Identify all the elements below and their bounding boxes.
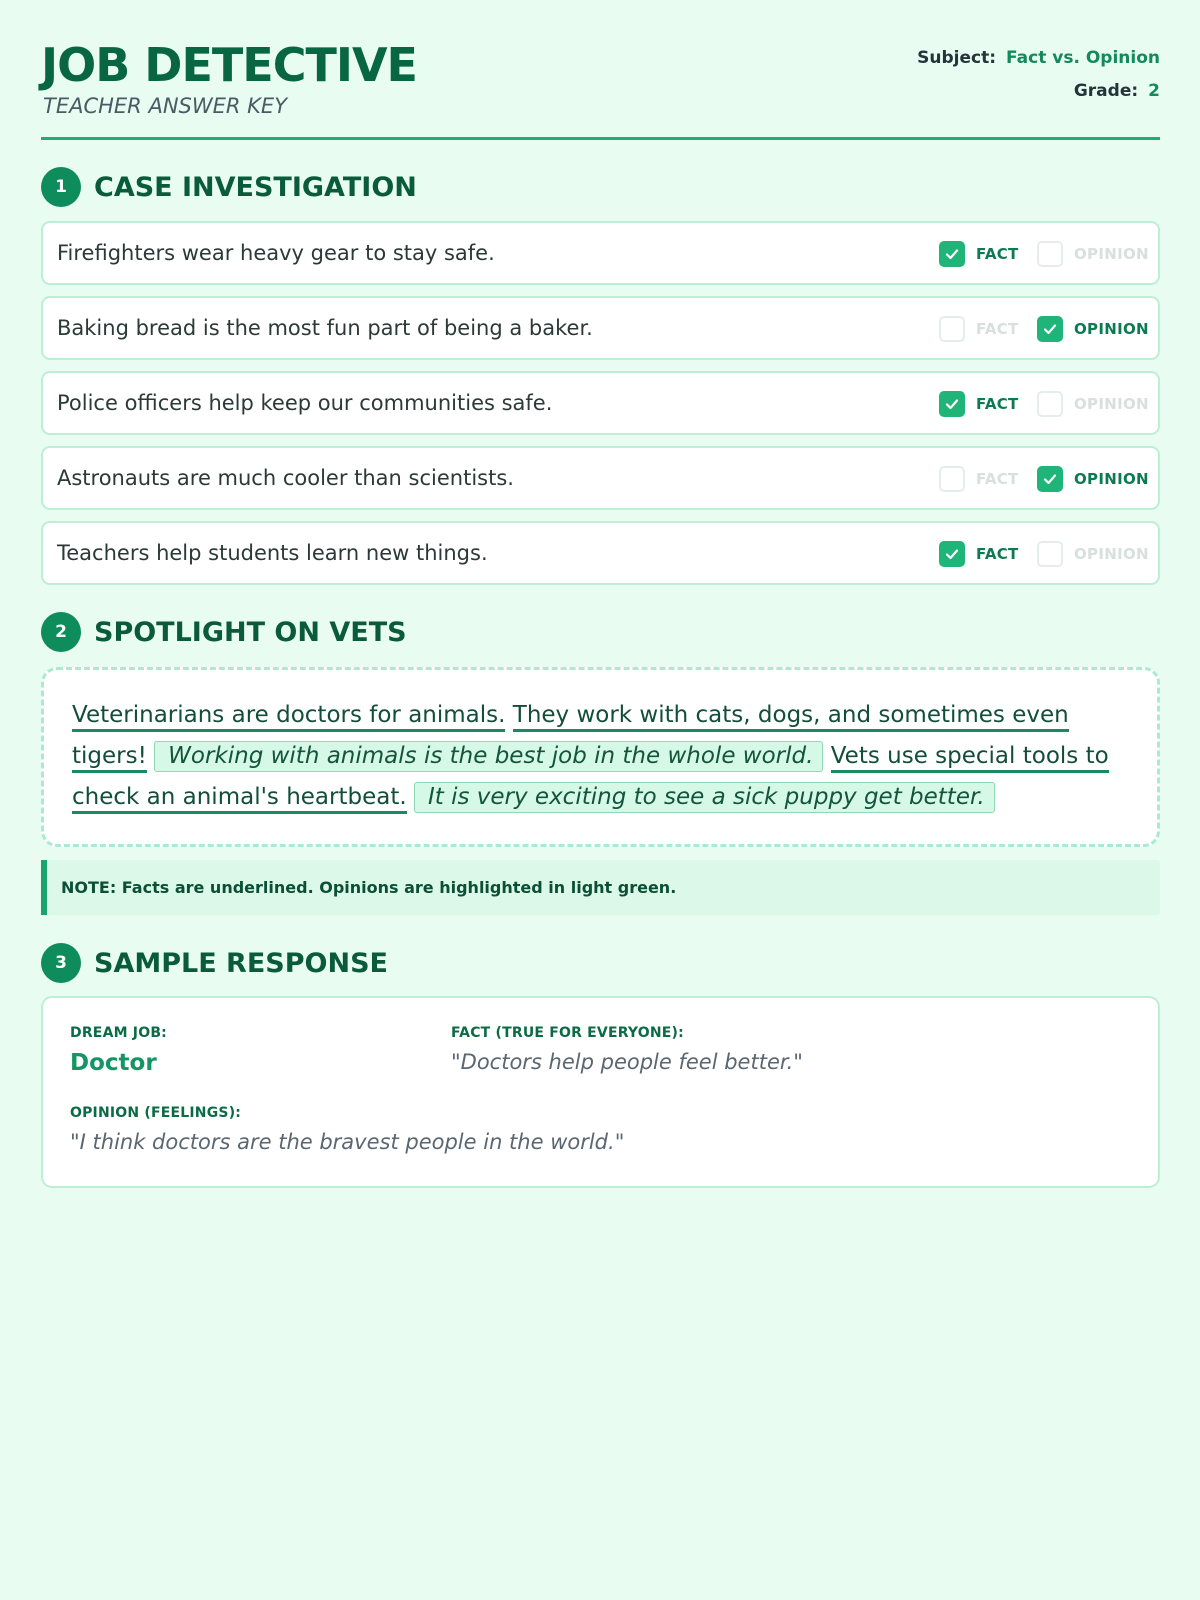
dream-job-value: Doctor — [70, 1050, 157, 1076]
grade-label: Grade: — [1073, 81, 1139, 101]
fact-label: FACT — [976, 545, 1019, 563]
fact-choice[interactable] — [939, 541, 1019, 567]
statement-text: Firefighters wear heavy gear to stay safe. — [57, 241, 495, 265]
fact-label: FACT — [976, 470, 1019, 488]
section-number: 1 — [41, 167, 81, 207]
opinion-choice[interactable] — [1037, 466, 1149, 492]
unchecked-checkbox-icon[interactable] — [939, 316, 965, 342]
section-1-header — [41, 167, 417, 207]
section-title: CASE INVESTIGATION — [94, 171, 417, 203]
statement-text: Police officers help keep our communities safe. — [57, 391, 553, 415]
fact-choice[interactable] — [939, 316, 1019, 342]
fact-label: FACT — [976, 395, 1019, 413]
checked-checkbox-icon[interactable] — [939, 241, 965, 267]
checked-checkbox-icon[interactable] — [1037, 466, 1063, 492]
fact-label: FACT — [976, 320, 1019, 338]
statement-card — [41, 296, 1160, 360]
statement-card — [41, 221, 1160, 285]
statement-card — [41, 521, 1160, 585]
grade-value: 2 — [1148, 81, 1160, 101]
checked-checkbox-icon[interactable] — [939, 391, 965, 417]
unchecked-checkbox-icon[interactable] — [1037, 391, 1063, 417]
section-title: SPOTLIGHT ON VETS — [94, 616, 407, 648]
opinion-choice[interactable] — [1037, 391, 1149, 417]
opinion-choice[interactable] — [1037, 241, 1149, 267]
worksheet-page — [41, 0, 1160, 1154]
checked-checkbox-icon[interactable] — [939, 541, 965, 567]
statement-text: Astronauts are much cooler than scientists. — [57, 466, 514, 490]
fact-choice[interactable] — [939, 466, 1019, 492]
fact-example-value: "Doctors help people feel better." — [451, 1050, 803, 1074]
page-subtitle: TEACHER ANSWER KEY — [43, 94, 288, 118]
fact-sentence: Veterinarians are doctors for animals. — [72, 702, 505, 732]
page-title: JOB DETECTIVE — [41, 38, 417, 92]
opinion-sentence: Working with animals is the best job in the whole world. — [154, 741, 823, 772]
subject-label: Subject: — [917, 48, 997, 68]
unchecked-checkbox-icon[interactable] — [939, 466, 965, 492]
statement-card — [41, 446, 1160, 510]
opinion-choice[interactable] — [1037, 541, 1149, 567]
sample-response-card — [41, 996, 1160, 1188]
vets-passage — [41, 667, 1160, 847]
section-number: 3 — [41, 943, 81, 983]
opinion-label: OPINION — [1074, 395, 1149, 413]
fact-choice[interactable] — [939, 391, 1019, 417]
unchecked-checkbox-icon[interactable] — [1037, 241, 1063, 267]
opinion-label: OPINION — [1074, 320, 1149, 338]
worksheet-meta — [917, 42, 1160, 108]
fact-sentence: Vets use special tools to check an animal's heartbeat. — [72, 743, 1109, 814]
unchecked-checkbox-icon[interactable] — [1037, 541, 1063, 567]
section-2-header — [41, 612, 407, 652]
opinion-example-value: "I think doctors are the bravest people in the world." — [70, 1130, 625, 1154]
section-title: SAMPLE RESPONSE — [94, 947, 388, 979]
worksheet-header — [41, 0, 1160, 140]
opinion-sentence: It is very exciting to see a sick puppy get better. — [414, 782, 995, 813]
fact-sentence: They work with cats, dogs, and sometimes even tigers! — [72, 702, 1069, 773]
dream-job-label: DREAM JOB: — [70, 1025, 167, 1041]
statement-text: Teachers help students learn new things. — [57, 541, 488, 565]
opinion-choice[interactable] — [1037, 316, 1149, 342]
checked-checkbox-icon[interactable] — [1037, 316, 1063, 342]
section-number: 2 — [41, 612, 81, 652]
fact-choice[interactable] — [939, 241, 1019, 267]
opinion-label: OPINION — [1074, 470, 1149, 488]
passage-note: NOTE: Facts are underlined. Opinions are highlighted in light green. — [41, 860, 1160, 915]
statement-text: Baking bread is the most fun part of being a baker. — [57, 316, 593, 340]
opinion-label: OPINION — [1074, 545, 1149, 563]
subject-value: Fact vs. Opinion — [1006, 48, 1160, 68]
opinion-example-label: OPINION (FEELINGS): — [70, 1105, 242, 1121]
opinion-label: OPINION — [1074, 245, 1149, 263]
section-3-header — [41, 943, 388, 983]
fact-label: FACT — [976, 245, 1019, 263]
grade-row — [917, 75, 1160, 108]
statement-card — [41, 371, 1160, 435]
fact-example-label: FACT (TRUE FOR EVERYONE): — [451, 1025, 684, 1041]
subject-row — [917, 42, 1160, 75]
